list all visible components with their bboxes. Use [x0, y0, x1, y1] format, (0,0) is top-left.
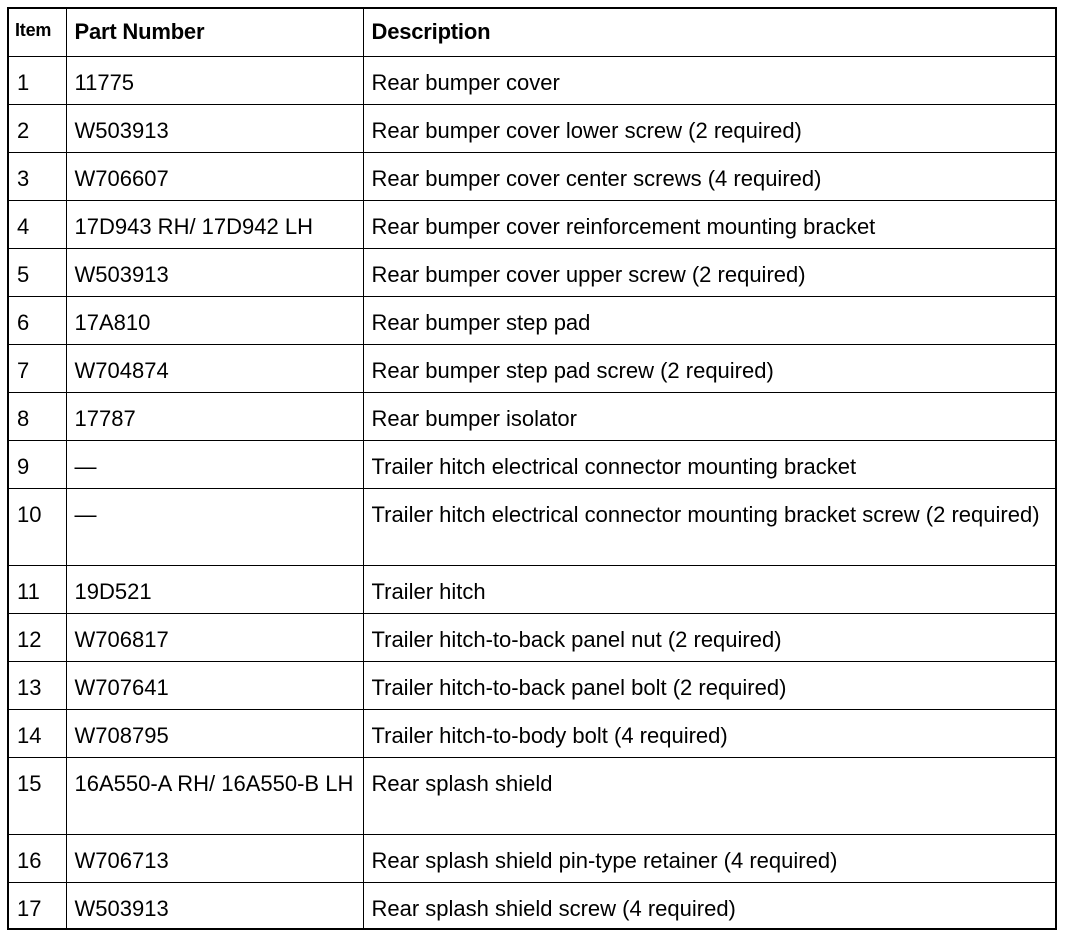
parts-table-frame	[7, 7, 1057, 930]
item-number: 17	[9, 882, 66, 930]
table-row	[9, 104, 1055, 152]
parts-table	[9, 9, 1055, 930]
table-row	[9, 200, 1055, 248]
table-row	[9, 152, 1055, 200]
item-number: 1	[9, 56, 66, 104]
part-description: Trailer hitch electrical connector mounting bracket screw (2 required)	[363, 488, 1055, 565]
table-row	[9, 488, 1055, 565]
header-item: Item	[9, 9, 66, 56]
part-description: Rear bumper cover center screws (4 required)	[363, 152, 1055, 200]
item-number: 12	[9, 613, 66, 661]
item-number: 14	[9, 709, 66, 757]
table-header-row	[9, 9, 1055, 56]
part-description: Trailer hitch	[363, 565, 1055, 613]
table-row	[9, 56, 1055, 104]
part-number: 11775	[66, 56, 363, 104]
table-row	[9, 757, 1055, 834]
table-row	[9, 834, 1055, 882]
part-description: Rear bumper step pad	[363, 296, 1055, 344]
item-number: 6	[9, 296, 66, 344]
item-number: 5	[9, 248, 66, 296]
header-part-number: Part Number	[66, 9, 363, 56]
part-number: W707641	[66, 661, 363, 709]
table-row	[9, 248, 1055, 296]
item-number: 8	[9, 392, 66, 440]
part-number: 17D943 RH/ 17D942 LH	[66, 200, 363, 248]
part-description: Rear bumper cover reinforcement mounting bracket	[363, 200, 1055, 248]
part-number: —	[66, 488, 363, 565]
item-number: 13	[9, 661, 66, 709]
part-number: W706817	[66, 613, 363, 661]
part-number: 19D521	[66, 565, 363, 613]
table-row	[9, 392, 1055, 440]
part-number: W503913	[66, 104, 363, 152]
header-description: Description	[363, 9, 1055, 56]
part-description: Trailer hitch electrical connector mounting bracket	[363, 440, 1055, 488]
table-row	[9, 613, 1055, 661]
item-number: 10	[9, 488, 66, 565]
item-number: 9	[9, 440, 66, 488]
part-number: 16A550-A RH/ 16A550-B LH	[66, 757, 363, 834]
part-description: Rear bumper cover upper screw (2 required)	[363, 248, 1055, 296]
item-number: 2	[9, 104, 66, 152]
table-row	[9, 661, 1055, 709]
table-row	[9, 882, 1055, 930]
part-number: W706607	[66, 152, 363, 200]
part-number: W704874	[66, 344, 363, 392]
table-row	[9, 296, 1055, 344]
part-description: Rear bumper cover lower screw (2 required)	[363, 104, 1055, 152]
part-description: Rear bumper cover	[363, 56, 1055, 104]
part-number: W503913	[66, 248, 363, 296]
item-number: 7	[9, 344, 66, 392]
item-number: 16	[9, 834, 66, 882]
item-number: 3	[9, 152, 66, 200]
part-number: W708795	[66, 709, 363, 757]
part-description: Trailer hitch-to-back panel nut (2 required)	[363, 613, 1055, 661]
item-number: 4	[9, 200, 66, 248]
part-description: Rear splash shield pin-type retainer (4 required)	[363, 834, 1055, 882]
item-number: 15	[9, 757, 66, 834]
part-number: 17787	[66, 392, 363, 440]
table-row	[9, 440, 1055, 488]
item-number: 11	[9, 565, 66, 613]
part-number: 17A810	[66, 296, 363, 344]
part-number: —	[66, 440, 363, 488]
part-description: Trailer hitch-to-back panel bolt (2 required)	[363, 661, 1055, 709]
part-number: W503913	[66, 882, 363, 930]
part-description: Rear bumper isolator	[363, 392, 1055, 440]
part-number: W706713	[66, 834, 363, 882]
part-description: Rear splash shield	[363, 757, 1055, 834]
table-row	[9, 344, 1055, 392]
part-description: Rear bumper step pad screw (2 required)	[363, 344, 1055, 392]
part-description: Rear splash shield screw (4 required)	[363, 882, 1055, 930]
part-description: Trailer hitch-to-body bolt (4 required)	[363, 709, 1055, 757]
table-row	[9, 565, 1055, 613]
table-row	[9, 709, 1055, 757]
